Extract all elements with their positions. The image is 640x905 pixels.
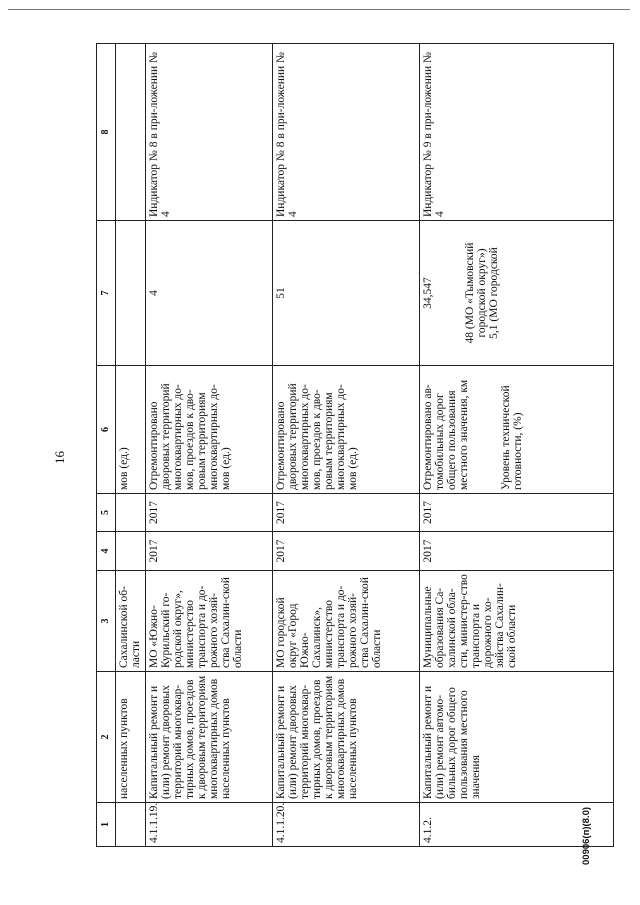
table-row [146, 44, 273, 847]
end-year-cell: 2017 [146, 494, 273, 532]
table-cell [116, 44, 146, 221]
measure-name-cell: населенных пунктов [116, 672, 146, 803]
table-row [273, 44, 420, 847]
value-tertiary: 5,1 (МО городской [488, 247, 500, 339]
value-cell [420, 221, 614, 366]
column-header: 3 [97, 571, 116, 672]
end-year-cell: 2017 [420, 494, 614, 532]
start-year-cell: 2017 [146, 532, 273, 571]
executor-cell: МО «Южно-Курильский го-родской округ», министерство транспорта и до-рожного хозяй-ства Сахалин-ской области [146, 571, 273, 672]
page-number: 16 [52, 451, 67, 464]
result-name-cell: Отремонтировано дворовых территорий многоквартирных до-мов, проездов к дво-ровым территориям многоквартирных до-мов (ед.) [273, 366, 420, 494]
start-year-cell: 2017 [273, 532, 420, 571]
start-year-cell: 2017 [420, 532, 614, 571]
measure-name-cell: Капитальный ремонт и (или) ремонт автомо-бильных дорог общего пользования местного значения [420, 672, 614, 803]
top-rule [8, 9, 630, 10]
row-number-cell: 4.1.1.19. [146, 803, 273, 847]
table-rotated-wrapper [96, 44, 614, 847]
measure-name-cell: Капитальный ремонт и (или) ремонт дворовых территорий многоквар-тирных домов, проездов к дворовым территориям многоквартирных домов населенных пунктов [146, 672, 273, 803]
value-text: 34,547 [422, 277, 434, 309]
value-cell: 4 [146, 221, 273, 366]
indicator-cell: Индикатор № 8 в при-ложении № 4 [146, 44, 273, 221]
value-cell: 51 [273, 221, 420, 366]
value-secondary: 48 (МО «Тымовский городской округ») [464, 242, 488, 344]
column-header-row [97, 44, 116, 847]
executor-cell: МО городской округ «Город Южно-Сахалинск», министерство транспорта и до-рожного хозяй-ства Сахалин-ской области [273, 571, 420, 672]
row-number-cell: 4.1.2. [420, 803, 614, 847]
program-measures-table [96, 43, 614, 847]
column-header: 1 [97, 803, 116, 847]
result-name-secondary: Уровень технической готовности, (%) [500, 385, 524, 490]
table-cell [116, 532, 146, 571]
executor-cell: Муниципальные образования Са-халинской обла-сти, министер-ство транспорта и дорожного хо-зяйства Сахалин-ской области [420, 571, 614, 672]
column-header: 6 [97, 366, 116, 494]
executor-cell: Сахалинской об-ласти [116, 571, 146, 672]
column-header: 7 [97, 221, 116, 366]
column-header: 5 [97, 494, 116, 532]
measure-name-cell: Капитальный ремонт и (или) ремонт дворовых территорий многоквар-тирных домов, проездов к дворовым территориям многоквартирных домов населенных пунктов [273, 672, 420, 803]
table-cell [116, 221, 146, 366]
table-row [420, 44, 614, 847]
column-header: 8 [97, 44, 116, 221]
column-header: 4 [97, 532, 116, 571]
result-name-text: Отремонтировано ав-томобильных дорог общего пользования местного значения, км [422, 379, 470, 490]
indicator-cell: Индикатор № 8 в при-ложении № 4 [273, 44, 420, 221]
indicator-cell: Индикатор № 9 в при-ложении № 4 [420, 44, 614, 221]
result-name-cell [420, 366, 614, 494]
column-header: 2 [97, 672, 116, 803]
continued-row [116, 44, 146, 847]
result-name-cell: Отремонтировано дворовых территорий многоквартирных до-мов, проездов к дво-ровым территориям многоквартирных до-мов (ед.) [146, 366, 273, 494]
document-code: 00906(п)(8.0) [581, 806, 592, 865]
table-cell [116, 803, 146, 847]
table-cell [116, 494, 146, 532]
row-number-cell: 4.1.1.20. [273, 803, 420, 847]
result-name-cell: мов (ед.) [116, 366, 146, 494]
end-year-cell: 2017 [273, 494, 420, 532]
